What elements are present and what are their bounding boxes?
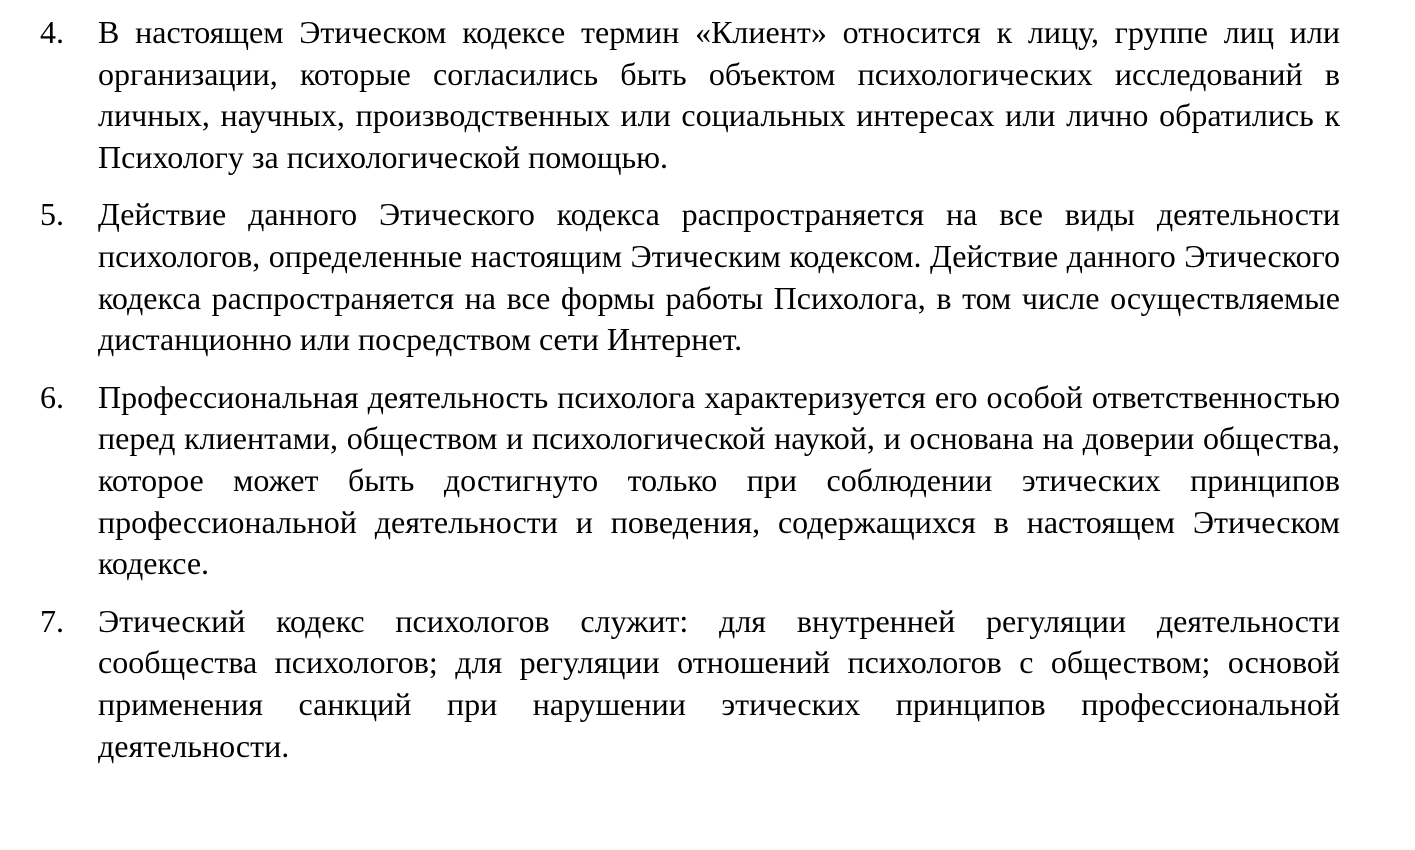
- item-text: В настоящем Этическом кодексе термин «Клиент» относится к лицу, группе лиц или организации, которые согласились быть объектом психологических исследований в личных, научных, производственных или социальных интересах или лично обратились к Психологу за психологической помощью.: [98, 14, 1340, 175]
- item-number: 5.: [40, 196, 64, 233]
- item-text: Действие данного Этического кодекса распространяется на все виды деятельности психологов, определенные настоящим Этическим кодексом. Действие данного Этического кодекса распространяется на все формы работы Психолога, в том числе осуществляемые дистанционно или посредством сети Интернет.: [98, 196, 1340, 358]
- list-item: [40, 601, 1340, 767]
- item-number: 6.: [40, 378, 64, 415]
- item-text: Этический кодекс психологов служит: для внутренней регуляции деятельности сообщества психологов; для регуляции отношений психологов с обществом; основой применения санкций при нарушении этических принципов профессиональной деятельности.: [98, 602, 1340, 764]
- item-number: 7.: [40, 602, 64, 639]
- item-number: 4.: [40, 14, 64, 50]
- item-text: Профессиональная деятельность психолога характеризуется его особой ответственностью перед клиентами, обществом и психологической наукой, и основана на доверии общества, которое может быть достигнуто только при соблюдении этических принципов профессиональной деятельности и поведения, содержащихся в настоящем Этическом кодексе.: [98, 378, 1340, 582]
- list-item: [40, 194, 1340, 360]
- document-body: [40, 12, 1340, 783]
- list-item: [40, 12, 1340, 178]
- list-item: [40, 377, 1340, 585]
